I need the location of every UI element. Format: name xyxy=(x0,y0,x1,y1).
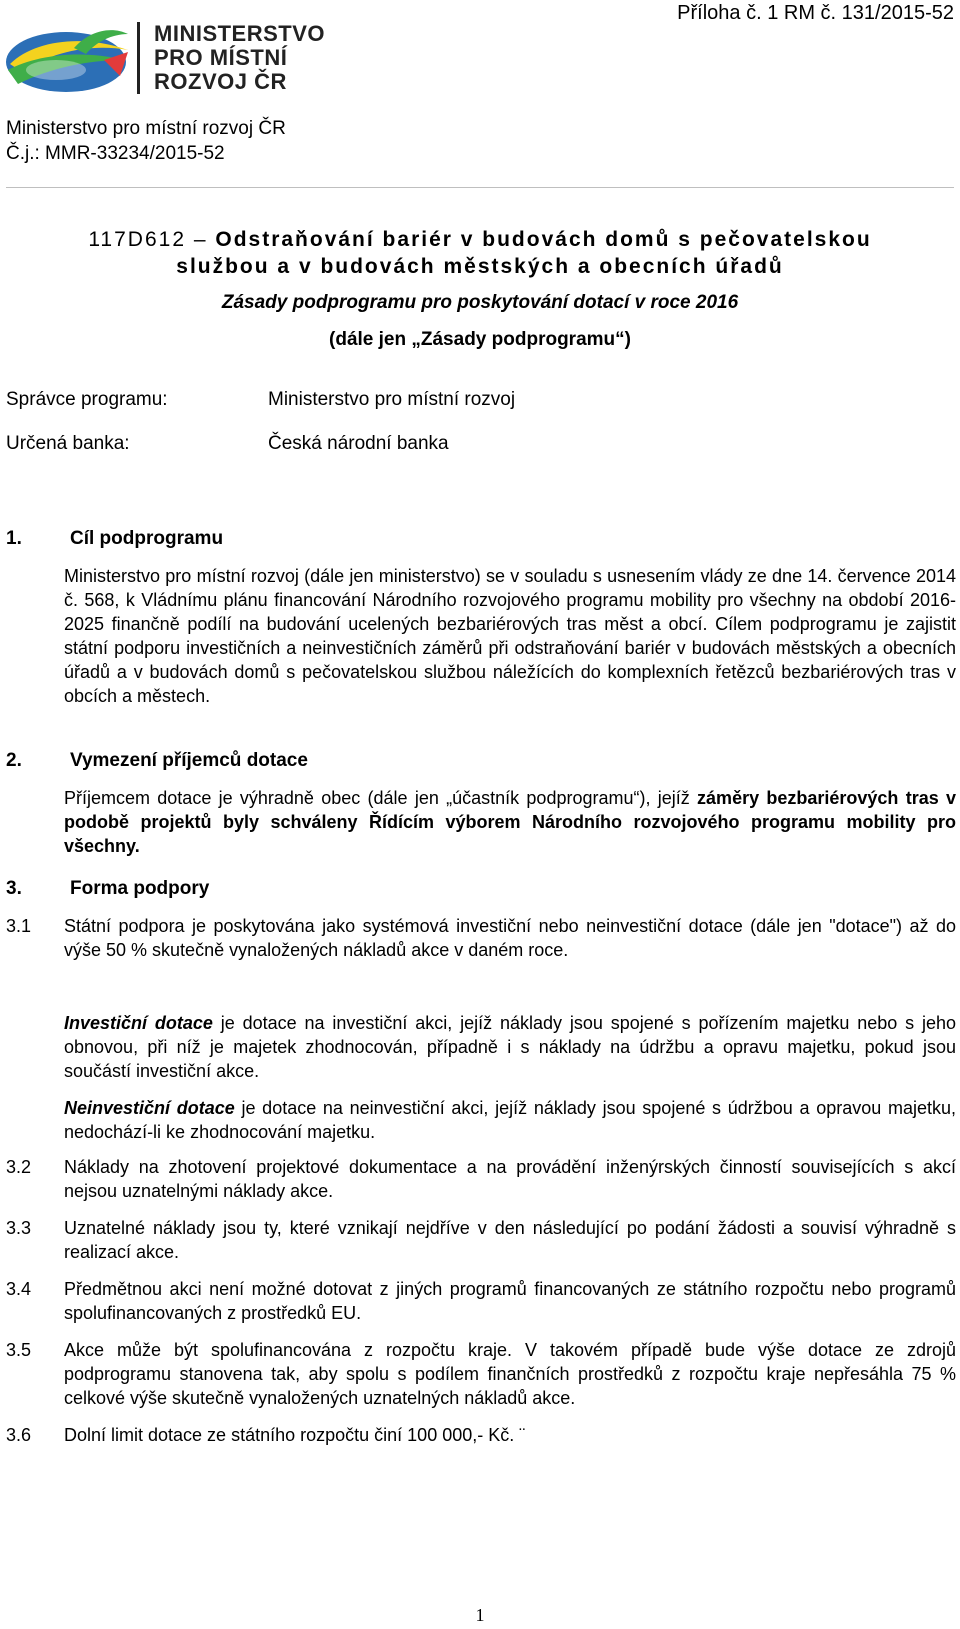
ministry-logo xyxy=(4,20,334,100)
page-number: 1 xyxy=(475,1605,485,1625)
para-3-1: Státní podpora je poskytována jako systémová investiční nebo neinvestiční dotace (dále jen "dotace") až do výše 50 % skutečně vynaložených nákladů akce v daném roce. xyxy=(64,916,956,960)
document-subtitle: Zásady podprogramu pro poskytování dotací v roce 2016 xyxy=(221,292,739,313)
section-1-text: Ministerstvo pro místní rozvoj (dále jen ministerstvo) se v souladu s usnesením vlády ze dne 14. července 2014 č. 568, k Vládnímu plánu financování Národního rozvojového programu mobility pro všechny na období 2016-2025 finančně podílí na budování ucelených bezbariérových tras měst a obcí. Cílem podprogramu je zajistit státní podporu investičních a neinvestičních záměrů při odstraňování bariér v budovách městských a obecních úřadů a v budovách domů s pečovatelskou službou náležících do komplexních řetězců bezbariérových tras v obcích a městech. xyxy=(64,566,956,706)
title-line-2: službou a v budovách městských a obecních úřadů xyxy=(176,255,784,278)
para-3-3: Uznatelné náklady jsou ty, které vznikají nejdříve v den následující po podání žádosti a souvisí výhradně s realizací akce. xyxy=(64,1218,956,1262)
noninvestment-grant-term: Neinvestiční dotace xyxy=(64,1098,235,1118)
section-2-text-b: záměry bezbariérových tras v podobě projektů byly schváleny Řídícím výborem Národního rozvojového programu mobility pro všechny. xyxy=(64,788,957,856)
ministry-name: Ministerstvo pro místní rozvoj ČR xyxy=(6,118,286,139)
ministry-emblem-icon xyxy=(4,20,134,96)
section-1-heading: Cíl podprogramu xyxy=(70,528,224,549)
logo-line: ROZVOJ ČR xyxy=(154,69,287,94)
document-title xyxy=(40,226,920,280)
para-3-5: Akce může být spolufinancována z rozpočtu kraje. V takovém případě bude výše dotace ze zdrojů podprogramu stanovena tak, aby spolu s podílem finančních prostředků z rozpočtu kraje nepřesáhla 75 % celkové výše skutečně vynaložených uznatelných nákladů akce. xyxy=(64,1340,956,1408)
logo-divider xyxy=(137,22,140,94)
logo-text xyxy=(154,22,325,94)
ministry-block xyxy=(6,116,286,166)
admin-label: Správce programu: xyxy=(6,389,168,410)
logo-line: MINISTERSTVO xyxy=(154,21,326,46)
header-divider xyxy=(6,187,954,188)
para-3-2: Náklady na zhotovení projektové dokumentace a na provádění inženýrských činností souvisejících s akcí nejsou uznatelnými náklady akce. xyxy=(64,1157,956,1201)
investment-grant-definition xyxy=(64,1011,956,1083)
title-line-1-text: Odstraňování bariér v budovách domů s pečovatelskou xyxy=(215,228,872,251)
title-line-1 xyxy=(40,226,920,253)
investment-grant-text: je dotace na investiční akci, jejíž náklady jsou spojené s pořízením majetku nebo s jeho obnovou, při níž je majetek zhodnocován, případně i s náklady na údržbu a opravu majetku, pokud jsou součástí investiční akce. xyxy=(64,1013,956,1081)
reference-number: Č.j.: MMR-33234/2015-52 xyxy=(6,143,225,164)
admin-value: Ministerstvo pro místní rozvoj xyxy=(268,389,516,410)
bank-value: Česká národní banka xyxy=(268,433,449,454)
section-2-heading: Vymezení příjemců dotace xyxy=(70,750,308,771)
noninvestment-grant-definition xyxy=(64,1096,956,1144)
bank-label: Určená banka: xyxy=(6,433,130,454)
section-2-number: 2. xyxy=(6,750,22,771)
logo-line: PRO MÍSTNÍ xyxy=(154,45,288,70)
annex-reference: Příloha č. 1 RM č. 131/2015-52 xyxy=(677,2,954,24)
section-1-number: 1. xyxy=(6,528,22,549)
para-3-5-number: 3.5 xyxy=(6,1340,32,1360)
noninvestment-grant-text: je dotace na neinvestiční akci, jejíž náklady jsou spojené s údržbou a opravou majetku, nedochází-li ke zhodnocování majetku. xyxy=(64,1098,956,1142)
document-subtitle-alias: (dále jen „Zásady podprogramu“) xyxy=(329,329,631,350)
investment-grant-term: Investiční dotace xyxy=(64,1013,213,1033)
para-3-2-number: 3.2 xyxy=(6,1157,32,1177)
para-3-4: Předmětnou akci není možné dotovat z jiných programů financovaných ze státního rozpočtu nebo programů spolufinancovaných z prostředků EU. xyxy=(64,1279,956,1323)
para-3-6-number: 3.6 xyxy=(6,1425,32,1445)
section-2-text xyxy=(64,786,956,858)
para-3-6: Dolní limit dotace ze státního rozpočtu činí 100 000,- Kč. ¨ xyxy=(64,1425,526,1445)
para-3-3-number: 3.3 xyxy=(6,1218,32,1238)
program-code: 117D612 – xyxy=(88,228,208,251)
para-3-4-number: 3.4 xyxy=(6,1279,32,1299)
section-2-text-a: Příjemcem dotace je výhradně obec (dále jen „účastník podprogramu“), jejíž xyxy=(64,788,698,808)
section-3-number: 3. xyxy=(6,878,22,899)
section-3-heading: Forma podpory xyxy=(70,878,210,899)
para-3-1-number: 3.1 xyxy=(6,916,32,936)
